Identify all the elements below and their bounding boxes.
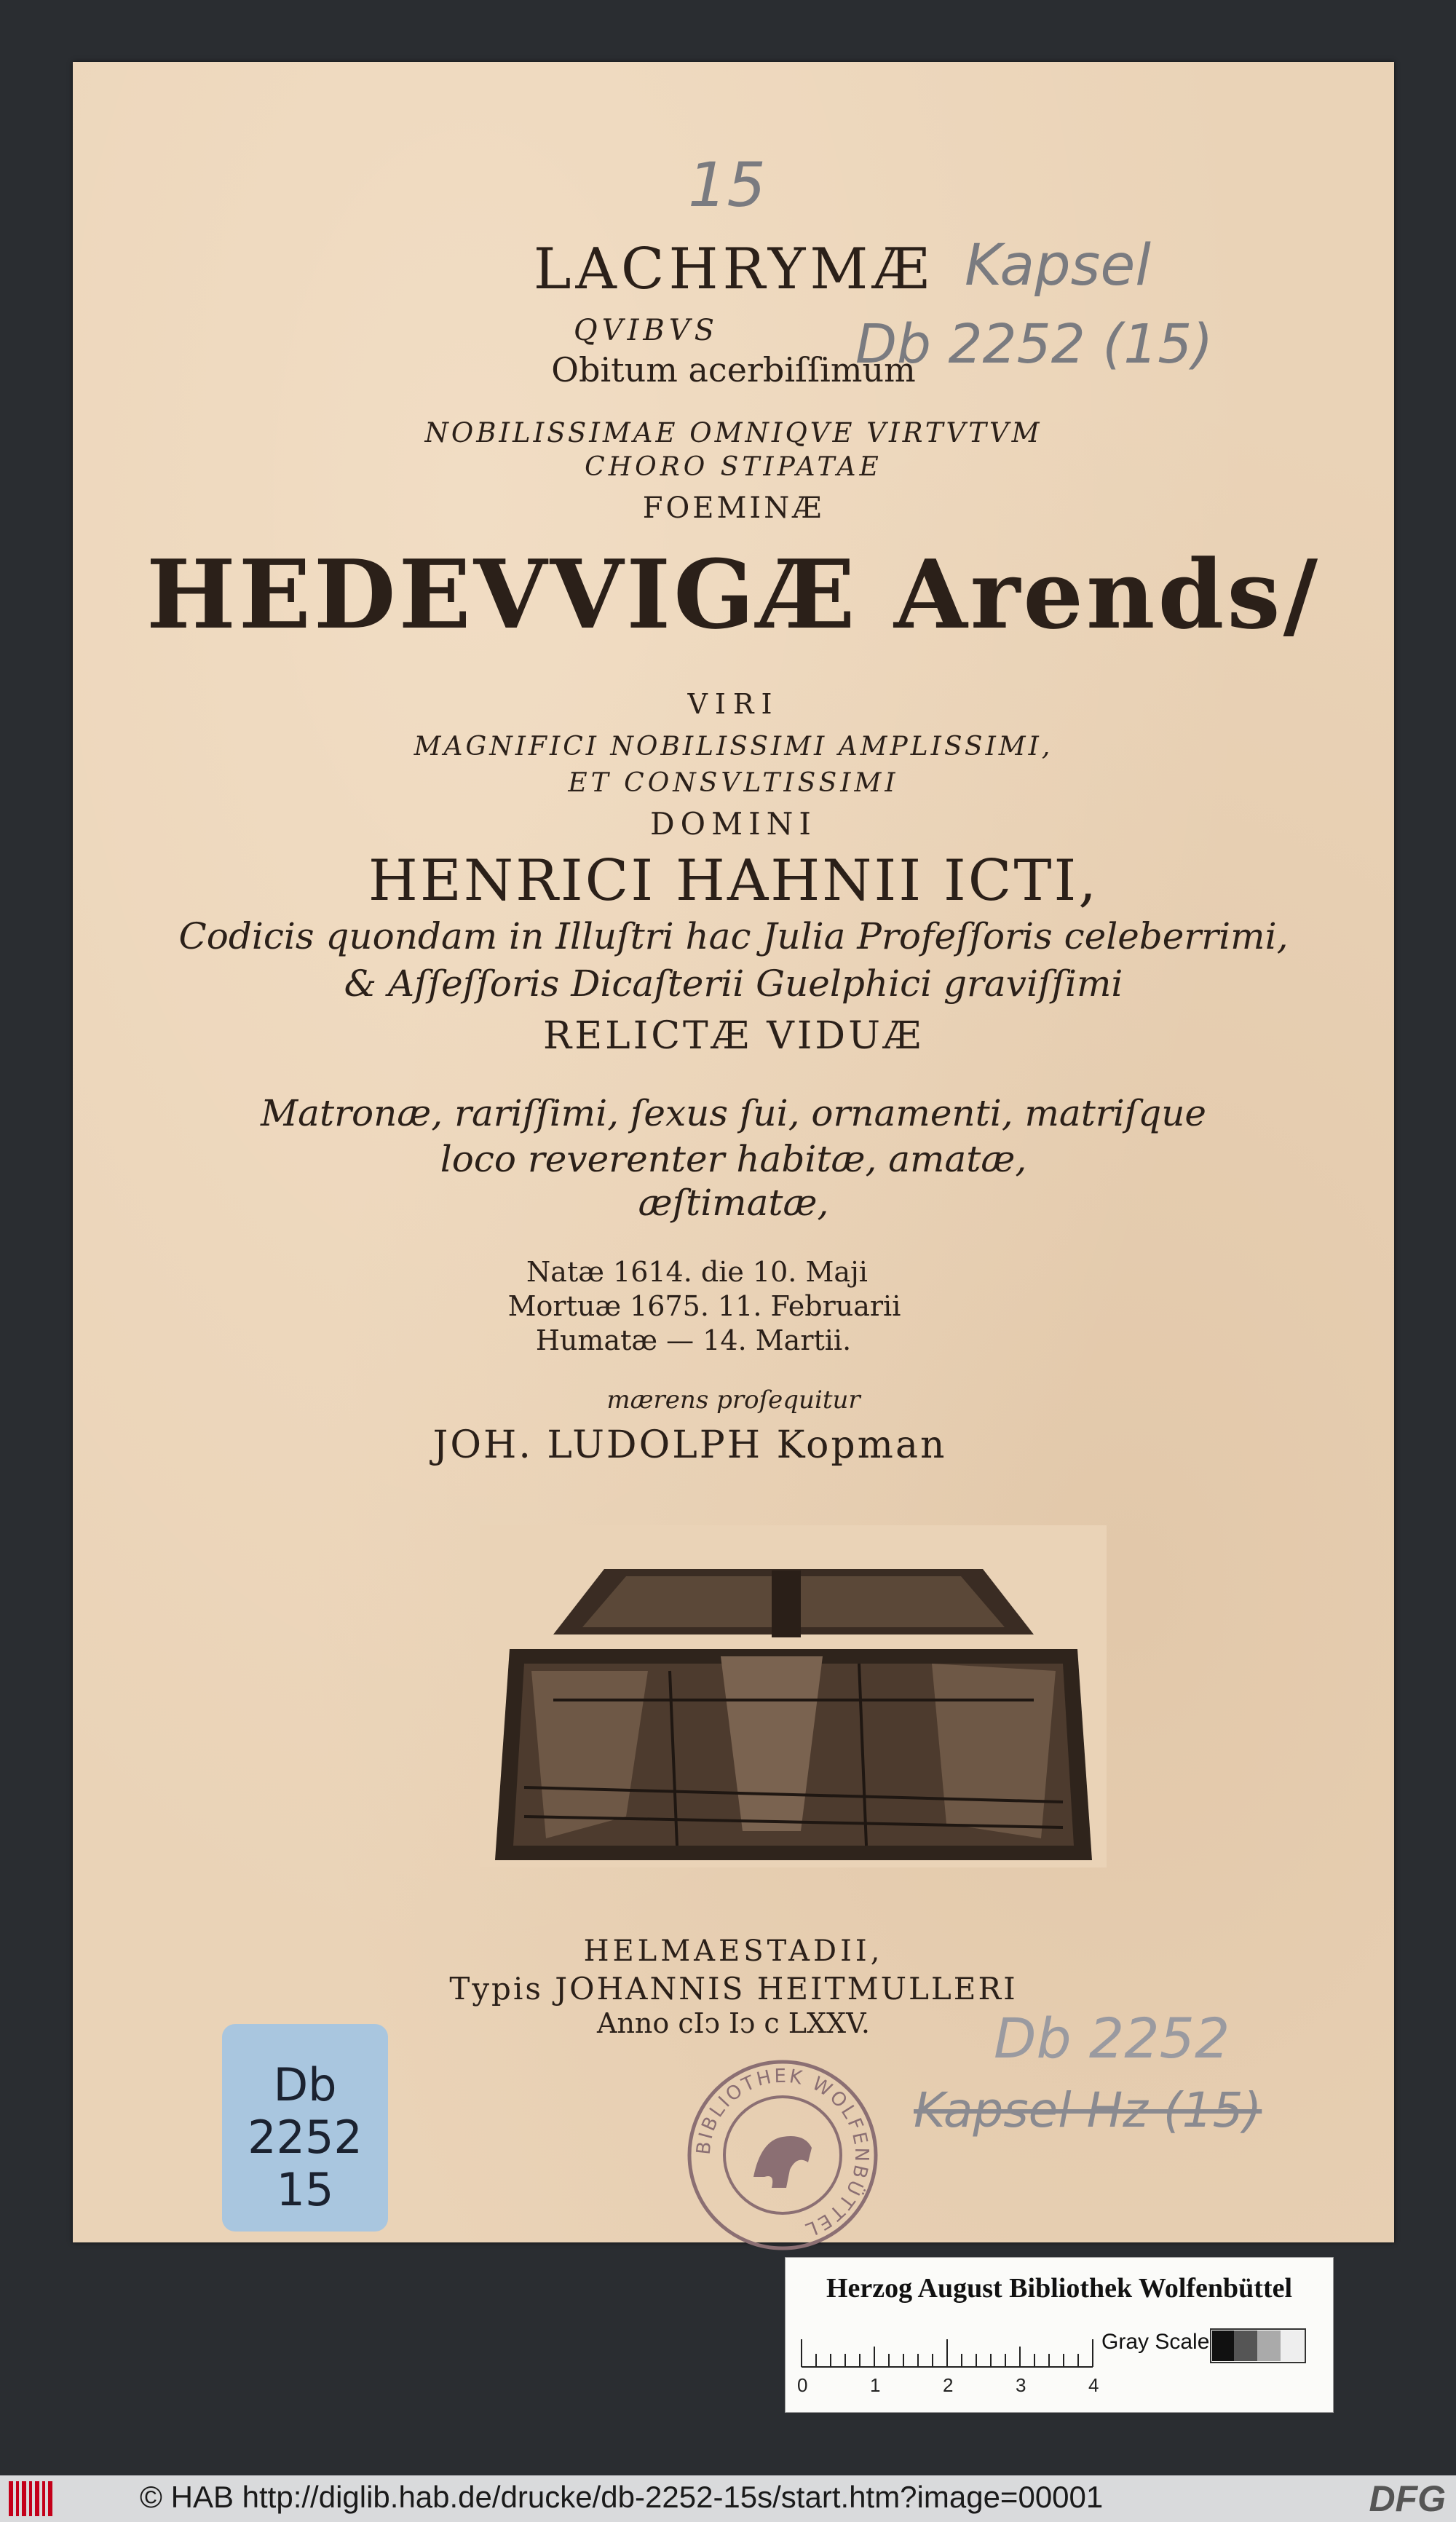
line-foeminae: FOEMINÆ bbox=[642, 491, 825, 525]
hab-logo-icon bbox=[9, 2481, 60, 2516]
shelfmark-label bbox=[222, 2024, 388, 2232]
handwritten-shelfmark-bottom: Db 2252 bbox=[994, 2006, 1230, 2071]
line-consultissimi: ET CONSVLTISSIMI bbox=[568, 768, 899, 798]
title-lachrymae: LACHRYMÆ bbox=[533, 237, 934, 302]
line-codicis: Codicis quondam in Illuſtri hac Julia Profeſſoris celeberrimi, bbox=[178, 915, 1289, 957]
dfg-logo: DFG bbox=[1369, 2478, 1446, 2519]
line-domini: DOMINI bbox=[649, 806, 818, 842]
imprint-anno: Anno cIↄ Iↄ c LXXV. bbox=[597, 2007, 870, 2039]
footer-bar bbox=[0, 2475, 1456, 2522]
imprint-helmaestadii: HELMAESTADII, bbox=[583, 1934, 884, 1968]
line-hedevvigae: HEDEVVIGÆ Arends/ bbox=[146, 539, 1321, 650]
struck-shelfmark: Kapsel Hz (15) bbox=[914, 2082, 1262, 2138]
pencil-number: 15 bbox=[688, 149, 766, 221]
library-stamp-seal bbox=[681, 2053, 885, 2257]
line-viri: VIRI bbox=[687, 688, 780, 720]
ruler-tick-4: 4 bbox=[1088, 2374, 1099, 2396]
ruler bbox=[797, 2325, 1107, 2398]
handwritten-name: Kapsel bbox=[965, 233, 1151, 299]
svg-text:BIBLIOTHEK WOLFENBÜTTEL: BIBLIOTHEK WOLFENBÜTTEL bbox=[692, 2065, 873, 2242]
gray-scale-card bbox=[785, 2257, 1334, 2413]
gray-scale-swatches bbox=[1211, 2329, 1305, 2363]
line-matronae: Matronæ, rariſſimi, ſexus ſui, ornamenti, matriſque bbox=[260, 1092, 1207, 1134]
line-natae: Natæ 1614. die 10. Maji bbox=[526, 1256, 868, 1288]
ruler-tick-2: 2 bbox=[943, 2374, 954, 2396]
line-humatae: Humatæ — 14. Martii. bbox=[535, 1324, 852, 1356]
line-nobilissimae: NOBILISSIMAE OMNIQVE VIRTVTVM bbox=[424, 417, 1042, 448]
line-loco: loco reverenter habitæ, amatæ, bbox=[440, 1138, 1027, 1180]
line-quibus: QVIBVS bbox=[573, 314, 719, 347]
line-mortuae: Mortuæ 1675. 11. Februarii bbox=[507, 1290, 901, 1322]
line-henrici: HENRICI HAHNII ICTI, bbox=[368, 848, 1099, 914]
line-choro: CHORO STIPATAE bbox=[585, 452, 882, 482]
gray-scale-label: Gray Scale bbox=[1101, 2330, 1210, 2354]
shelfmark-line1: Db bbox=[273, 2058, 337, 2111]
imprint-typis: Typis JOHANNIS HEITMULLERI bbox=[449, 1971, 1018, 2007]
handwritten-shelfmark: Db 2252 (15) bbox=[855, 313, 1214, 376]
line-aestimatae: æſtimatæ, bbox=[638, 1182, 829, 1224]
scale-title: Herzog August Bibliothek Wolfenbüttel bbox=[826, 2273, 1293, 2304]
ruler-tick-0: 0 bbox=[797, 2374, 808, 2396]
shelfmark-line3: 15 bbox=[276, 2163, 334, 2216]
line-maerens: mærens proſequitur bbox=[606, 1385, 860, 1415]
line-obitum: Obitum acerbiſſimum bbox=[551, 350, 916, 390]
ruler-tick-1: 1 bbox=[870, 2374, 881, 2396]
line-relictae: RELICTÆ VIDUÆ bbox=[543, 1014, 924, 1058]
ruler-tick-3: 3 bbox=[1016, 2374, 1026, 2396]
line-magnifici: MAGNIFICI NOBILISSIMI AMPLISSIMI, bbox=[414, 732, 1053, 762]
line-author: JOH. LUDOLPH Kopman bbox=[432, 1423, 947, 1467]
footer-copyright-url[interactable]: © HAB http://diglib.hab.de/drucke/db-2252-15s/start.htm?image=00001 bbox=[140, 2480, 1104, 2514]
shelfmark-line2: 2252 bbox=[248, 2111, 363, 2164]
woodcut-coffin-illustration bbox=[480, 1525, 1107, 1867]
title-page bbox=[73, 62, 1394, 2242]
line-assessoris: & Aſſeſſoris Dicaſterii Guelphici graviſſimi bbox=[344, 962, 1123, 1005]
